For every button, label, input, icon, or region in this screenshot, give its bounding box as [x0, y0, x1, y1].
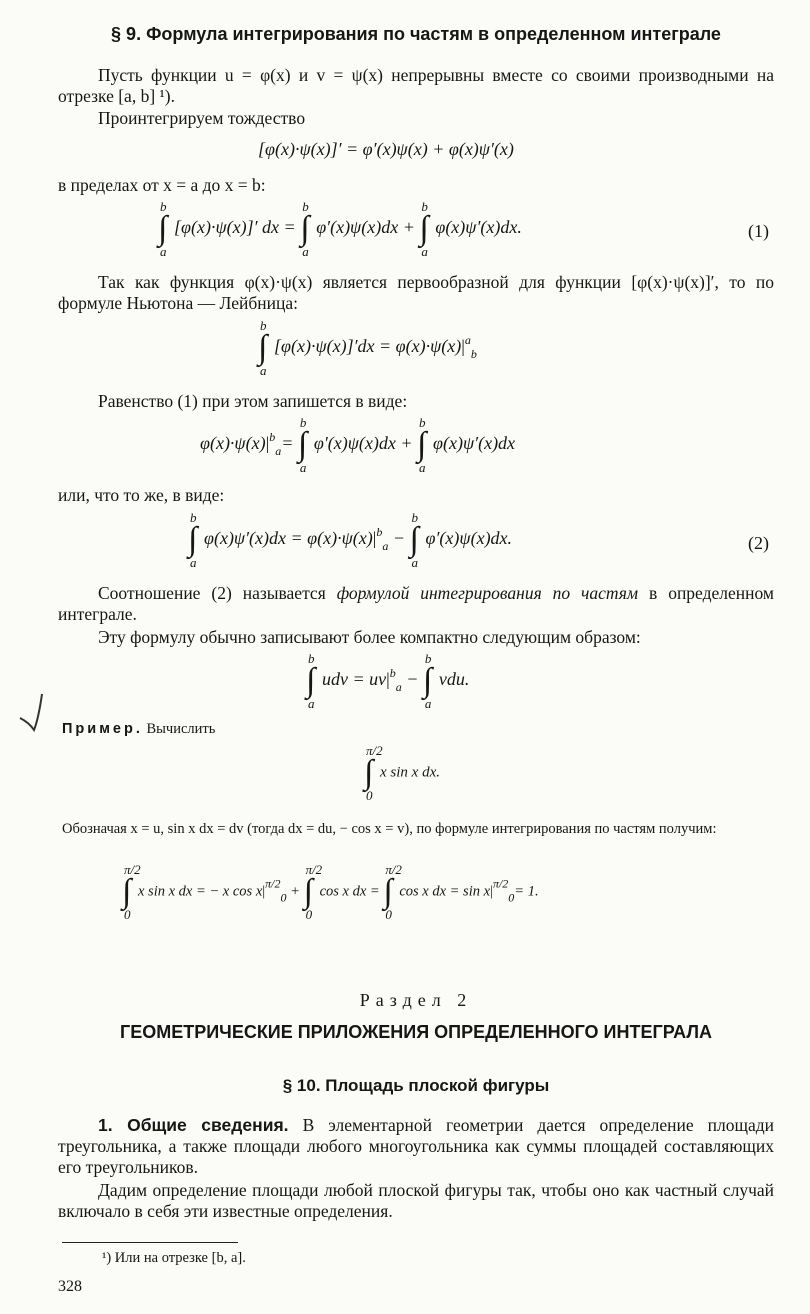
equation-2: ∫ b a $\varphi(x)\psi'(x)dx = \varphi(x)\cdot\psi(x)|^b_a$ − ∫ b a φ′(x)ψ(x)dx. [188, 510, 513, 570]
integral-sign: ∫ π/2 0 [122, 862, 141, 922]
equation-2-number: (2) [748, 533, 769, 553]
paragraph-relation: Соотношение (2) называется формулой интегрирования по частям в определенном интеграле. [58, 583, 774, 624]
integral-sign: ∫ b a [419, 199, 429, 259]
part-label: Раздел 2 [359, 990, 473, 1010]
solution-chain: ∫ π/2 0 x sin x dx = − x $\cos x|^{\pi/2}_0$ + ∫ π/2 0 cos x dx = ∫ π/2 0 cos x dx = $\sin x|^{\pi/2}_0= 1$. [122, 862, 539, 922]
section-9-title: § 9. Формула интегрирования по частям в определенном интеграле [111, 24, 721, 44]
integral-sign: ∫ b a [306, 651, 316, 711]
paragraph-antiderivative: Так как функция φ(x)·ψ(x) является первообразной для функции [φ(x)·ψ(x)]′, то по формуле Ньютона — Лейбница: [58, 272, 774, 313]
margin-pencil-mark [14, 690, 54, 740]
example-integral: ∫ π/2 0 x sin x dx. [364, 743, 440, 803]
integral-sign: ∫ b a [158, 199, 168, 259]
footnote-rule [62, 1242, 238, 1243]
page-number: 328 [58, 1278, 82, 1295]
paragraph-general-info: 1. Общие сведения. В элементарной геометрии дается определение площади треугольника, а также площади любого многоугольника как суммы площадей составляющих его треугольников. [58, 1115, 775, 1177]
paragraph-compact: Эту формулу обычно записывают более компактно следующим образом: [98, 627, 641, 647]
solution-text: Обозначая x = u, sin x dx = dv (тогда dx = du, − cos x = v), по формуле интегрирования по частям получим: [62, 821, 717, 837]
example-line: Пример. Вычислить [62, 721, 216, 737]
part-title: ГЕОМЕТРИЧЕСКИЕ ПРИЛОЖЕНИЯ ОПРЕДЕЛЕННОГО ИНТЕГРАЛА [120, 1022, 712, 1042]
paragraph-equality: Равенство (1) при этом запишется в виде: [98, 391, 408, 411]
subsection-heading: 1. Общие сведения. [98, 1115, 289, 1135]
section-10-title: § 10. Площадь плоской фигуры [282, 1076, 550, 1095]
paragraph-integrate: Проинтегрируем тождество [98, 108, 306, 128]
integral-sign: ∫ b a [422, 651, 433, 711]
integral-sign: ∫ π/2 0 [364, 743, 383, 803]
paragraph-definition: Дадим определение площади любой плоской фигуры так, чтобы оно как частный случай включало в себя эти известные определения. [58, 1180, 774, 1221]
term-integration-by-parts: формулой интегрирования по частям [336, 583, 639, 603]
integral-sign: ∫ π/2 0 [303, 862, 323, 922]
equation-1: ∫ b a [φ(x)·ψ(x)]′ dx = ∫ b a φ′(x)ψ(x)dx + ∫ b a φ(x)ψ′(x)dx. [158, 199, 522, 259]
identity-formula: [φ(x)·ψ(x)]′ = φ′(x)ψ(x) + φ(x)ψ′(x) [258, 139, 514, 159]
integral-sign: ∫ b a [300, 199, 310, 259]
paragraph-limits: в пределах от x = a до x = b: [58, 175, 266, 195]
integral-sign: ∫ b a [188, 510, 198, 570]
newton-leibniz-formula: ∫ b a $[\varphi(x)\cdot\psi(x)]'dx = \varphi(x)\cdot\psi(x)|^a_b$ [258, 318, 477, 378]
integral-sign: ∫ b a [258, 318, 268, 378]
equation-1-number: (1) [748, 221, 769, 241]
integral-sign: ∫ b a [417, 415, 427, 475]
equation-rewritten: $\varphi(x)\cdot\psi(x)|^b_a=$ ∫ b a φ′(x)ψ(x)dx + ∫ b a φ(x)ψ′(x)dx [200, 415, 516, 475]
integral-sign: ∫ b a [297, 415, 308, 475]
integral-sign: ∫ π/2 0 [383, 862, 402, 922]
footnote: ¹) Или на отрезке [b, a]. [102, 1250, 246, 1266]
paragraph-functions: Пусть функции u = φ(x) и v = ψ(x) непрерывны вместе со своими производными на отрезке [a, b] ¹). [58, 65, 774, 106]
compact-formula: ∫ b a udv = $uv|^b_a$ − ∫ b a vdu. [306, 651, 470, 711]
integral-sign: ∫ b a [409, 510, 419, 570]
paragraph-or-same: или, что то же, в виде: [58, 485, 225, 505]
